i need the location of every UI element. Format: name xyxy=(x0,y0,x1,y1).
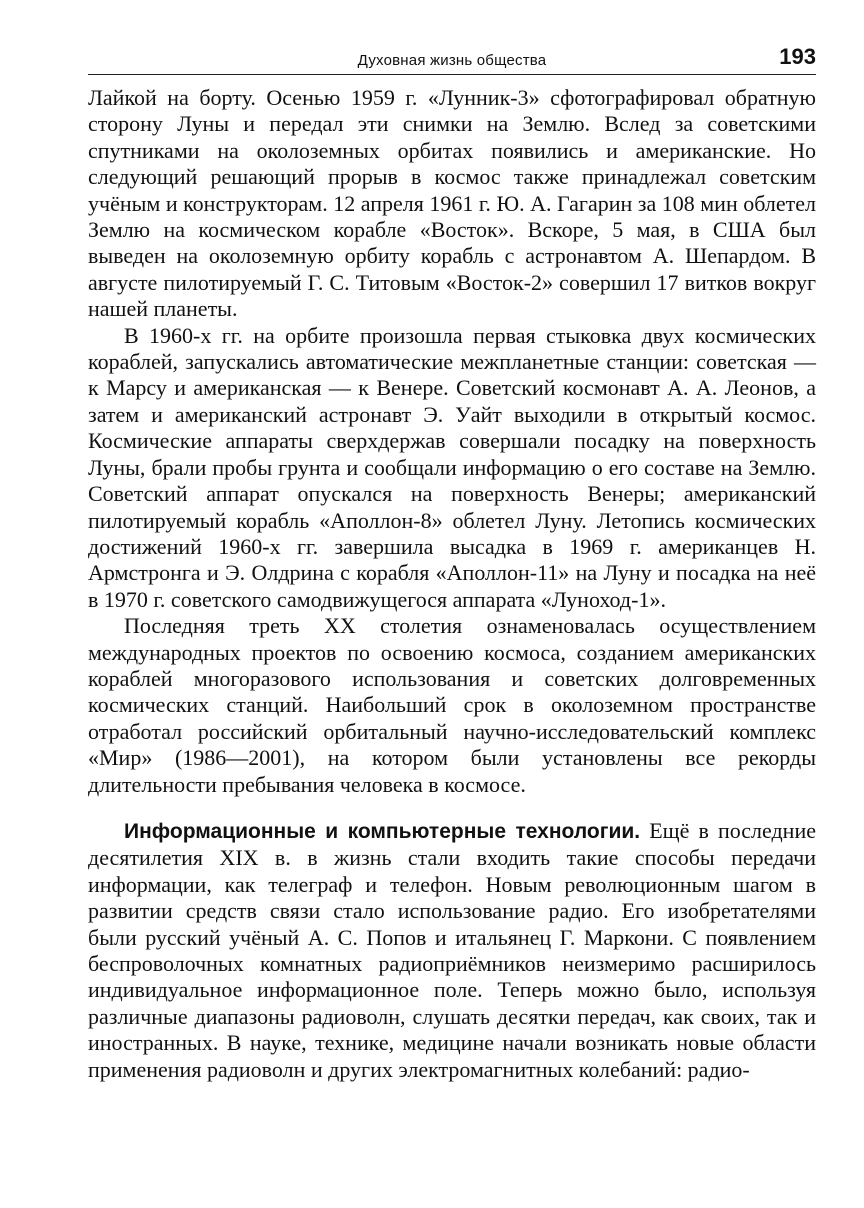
section-text: Ещё в последние десятилетия XIX в. в жизнь стали входить такие способы передачи информации, как телеграф и телефон. Новым революционным шагом в развитии средств связи стало использование радио. Его изобретателями были русский учёный А. С. Попов и итальянец Г. Маркони. С появлением беспроволочных комнатных радиоприёмников неизмеримо расширилось индивидуальное информационное поле. Теперь можно было, используя различные диапазоны радиоволн, слушать десятки передач, как своих, так и иностранных. В науке, технике, медицине начали возникать новые области применения радиоволн и других электромагнитных колебаний: радио- xyxy=(88,817,816,1082)
paragraph-late-20th-century: Последняя треть XX столетия ознаменовалась осуществлением международных проектов по освоению космоса, созданием американских кораблей многоразового использования и советских долговременных космических станций. Наибольший срок в околоземном пространстве отработал российский орбитальный научно-исследовательский комплекс «Мир» (1986—2001), на котором были установлены все рекорды длительности пребывания человека в космосе. xyxy=(88,613,816,797)
paragraph-continued: Лайкой на борту. Осенью 1959 г. «Лунник-3» сфотографировал обратную сторону Луны и передал эти снимки на Землю. Вслед за советскими спутниками на околоземных орбитах появились и американские. Но следующий решающий прорыв в космос также принадлежал советским учёным и конструкторам. 12 апреля 1961 г. Ю. А. Гагарин за 108 мин облетел Землю на космическом корабле «Восток». Вскоре, 5 мая, в США был выведен на околоземную орбиту корабль с астронавтом А. Шепардом. В августе пилотируемый Г. С. Титовым «Восток-2» совершил 17 витков вокруг нашей планеты. xyxy=(88,85,816,322)
body-text xyxy=(88,85,816,1083)
running-header xyxy=(88,40,816,75)
running-title: Духовная жизнь общества xyxy=(357,52,547,69)
paragraph-space-1960s: В 1960-х гг. на орбите произошла первая стыковка двух космических кораблей, запускались автоматические межпланетные станции: советская — к Марсу и американская — к Венере. Советский космонавт А. А. Леонов, а затем и американский астронавт Э. Уайт выходили в открытый космос. Космические аппараты сверхдержав совершали посадку на поверхность Луны, брали пробы грунта и сообщали информацию о его составе на Землю. Советский аппарат опускался на поверхность Венеры; американский пилотируемый корабль «Аполлон-8» облетел Луну. Летопись космических достижений 1960-х гг. завершила высадка в 1969 г. американцев Н. Армстронга и Э. Олдрина с корабля «Аполлон-11» на Луну и посадка на неё в 1970 г. советского самодвижущегося аппарата «Луноход-1». xyxy=(88,322,816,612)
page-number: 193 xyxy=(779,44,816,69)
paragraph-information-technologies xyxy=(88,818,816,1083)
section-gap xyxy=(88,798,816,818)
book-page xyxy=(88,40,816,1083)
section-heading: Информационные и компьютерные технологии. xyxy=(124,819,641,843)
